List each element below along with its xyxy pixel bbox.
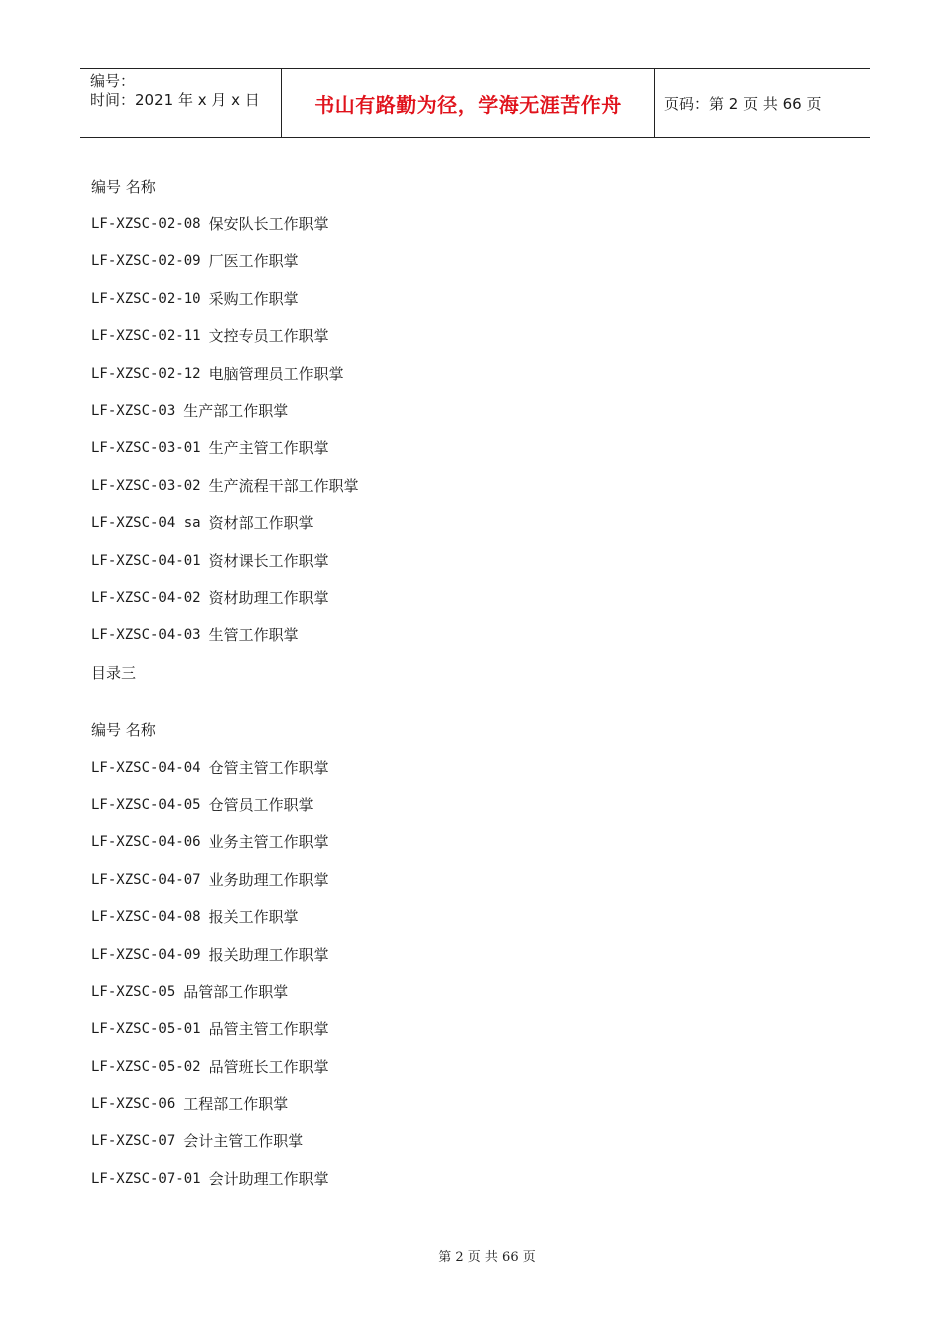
toc-entry-name: 仓管主管工作职掌	[208, 758, 329, 777]
toc-entry	[91, 1011, 871, 1048]
toc-entry-code: LF-XZSC-04 sa	[91, 515, 201, 532]
toc-entry-code: LF-XZSC-04-02	[91, 589, 201, 606]
toc-entry	[91, 205, 871, 242]
toc-content	[91, 168, 871, 1198]
toc-entry-code: LF-XZSC-02-11	[91, 328, 201, 345]
toc-entry	[91, 786, 871, 823]
toc-entry-code: LF-XZSC-04-05	[91, 796, 201, 813]
toc-entry-code: LF-XZSC-02-08	[91, 216, 201, 233]
toc-entry-name: 报关工作职掌	[208, 908, 299, 927]
toc-entry-code: LF-XZSC-04-06	[91, 834, 201, 851]
toc-entry-name: 会计主管工作职掌	[183, 1132, 304, 1151]
toc-entry-code: LF-XZSC-03-01	[91, 440, 201, 457]
toc-entry	[91, 430, 871, 467]
section1-list	[91, 205, 871, 654]
toc-entry-name: 采购工作职掌	[208, 289, 299, 308]
toc-entry	[91, 542, 871, 579]
toc-entry-code: LF-XZSC-02-12	[91, 365, 201, 382]
toc-entry-name: 生产部工作职掌	[183, 402, 289, 421]
toc-entry-code: LF-XZSC-07	[91, 1133, 176, 1150]
toc-entry-code: LF-XZSC-04-09	[91, 946, 201, 963]
header-motto-cell	[282, 69, 655, 137]
toc-entry	[91, 392, 871, 429]
toc-entry	[91, 579, 871, 616]
page-header	[80, 68, 870, 138]
toc-entry-name: 资材课长工作职掌	[208, 551, 329, 570]
toc-entry	[91, 898, 871, 935]
toc-entry-name: 品管部工作职掌	[183, 982, 289, 1001]
toc-entry-name: 电脑管理员工作职掌	[208, 364, 344, 383]
section-title: 目录三	[91, 663, 137, 682]
header-meta	[80, 69, 282, 137]
document-time-label: 时间：2021 年 x 月 x 日	[90, 91, 260, 109]
toc-entry-name: 厂医工作职掌	[208, 252, 299, 271]
toc-entry-code: LF-XZSC-04-07	[91, 871, 201, 888]
toc-entry-name: 仓管员工作职掌	[208, 795, 314, 814]
toc-entry-code: LF-XZSC-05-01	[91, 1021, 201, 1038]
toc-entry-name: 文控专员工作职掌	[208, 327, 329, 346]
toc-entry-code: LF-XZSC-03-02	[91, 477, 201, 494]
toc-entry-name: 报关助理工作职掌	[208, 945, 329, 964]
toc-entry-code: LF-XZSC-04-08	[91, 909, 201, 926]
toc-entry-name: 生管工作职掌	[208, 626, 299, 645]
toc-entry	[91, 355, 871, 392]
toc-entry-name: 保安队长工作职掌	[208, 215, 329, 234]
toc-entry-name: 会计助理工作职掌	[208, 1169, 329, 1188]
toc-entry	[91, 318, 871, 355]
section1-column-header: 编号 名称	[91, 177, 156, 196]
toc-entry	[91, 1160, 871, 1197]
toc-entry-name: 生产主管工作职掌	[208, 439, 329, 458]
section2-list	[91, 749, 871, 1198]
toc-entry	[91, 824, 871, 861]
toc-entry-name: 业务助理工作职掌	[208, 870, 329, 889]
toc-entry	[91, 973, 871, 1010]
toc-entry-code: LF-XZSC-03	[91, 403, 176, 420]
toc-entry	[91, 243, 871, 280]
toc-entry-name: 品管班长工作职掌	[208, 1057, 329, 1076]
toc-entry	[91, 617, 871, 654]
toc-entry-code: LF-XZSC-04-04	[91, 759, 201, 776]
toc-entry-code: LF-XZSC-02-09	[91, 253, 201, 270]
toc-entry	[91, 505, 871, 542]
toc-entry	[91, 1123, 871, 1160]
header-page-cell	[655, 69, 870, 137]
toc-entry-name: 品管主管工作职掌	[208, 1020, 329, 1039]
toc-entry-code: LF-XZSC-04-03	[91, 627, 201, 644]
toc-entry-name: 业务主管工作职掌	[208, 833, 329, 852]
toc-entry-name: 资材助理工作职掌	[208, 588, 329, 607]
toc-entry-name: 资材部工作职掌	[208, 514, 314, 533]
document-id-label: 编号：	[90, 72, 136, 90]
toc-entry	[91, 936, 871, 973]
toc-entry-code: LF-XZSC-04-01	[91, 552, 201, 569]
toc-entry-name: 工程部工作职掌	[183, 1095, 289, 1114]
page-footer: 第 2 页 共 66 页	[438, 1250, 536, 1265]
toc-entry	[91, 1085, 871, 1122]
section2-column-header: 编号 名称	[91, 721, 156, 740]
toc-entry	[91, 280, 871, 317]
toc-entry-code: LF-XZSC-05-02	[91, 1058, 201, 1075]
header-motto: 书山有路勤为径，学海无涯苦作舟	[314, 92, 622, 117]
toc-entry	[91, 861, 871, 898]
toc-entry-code: LF-XZSC-05	[91, 983, 176, 1000]
toc-entry	[91, 467, 871, 504]
toc-entry-code: LF-XZSC-07-01	[91, 1170, 201, 1187]
section-gap	[91, 691, 871, 711]
toc-entry	[91, 749, 871, 786]
toc-entry-code: LF-XZSC-06	[91, 1096, 176, 1113]
toc-entry-name: 生产流程干部工作职掌	[208, 476, 359, 495]
header-page-label: 页码：第 2 页 共 66 页	[664, 94, 822, 113]
toc-entry	[91, 1048, 871, 1085]
toc-entry-code: LF-XZSC-02-10	[91, 290, 201, 307]
